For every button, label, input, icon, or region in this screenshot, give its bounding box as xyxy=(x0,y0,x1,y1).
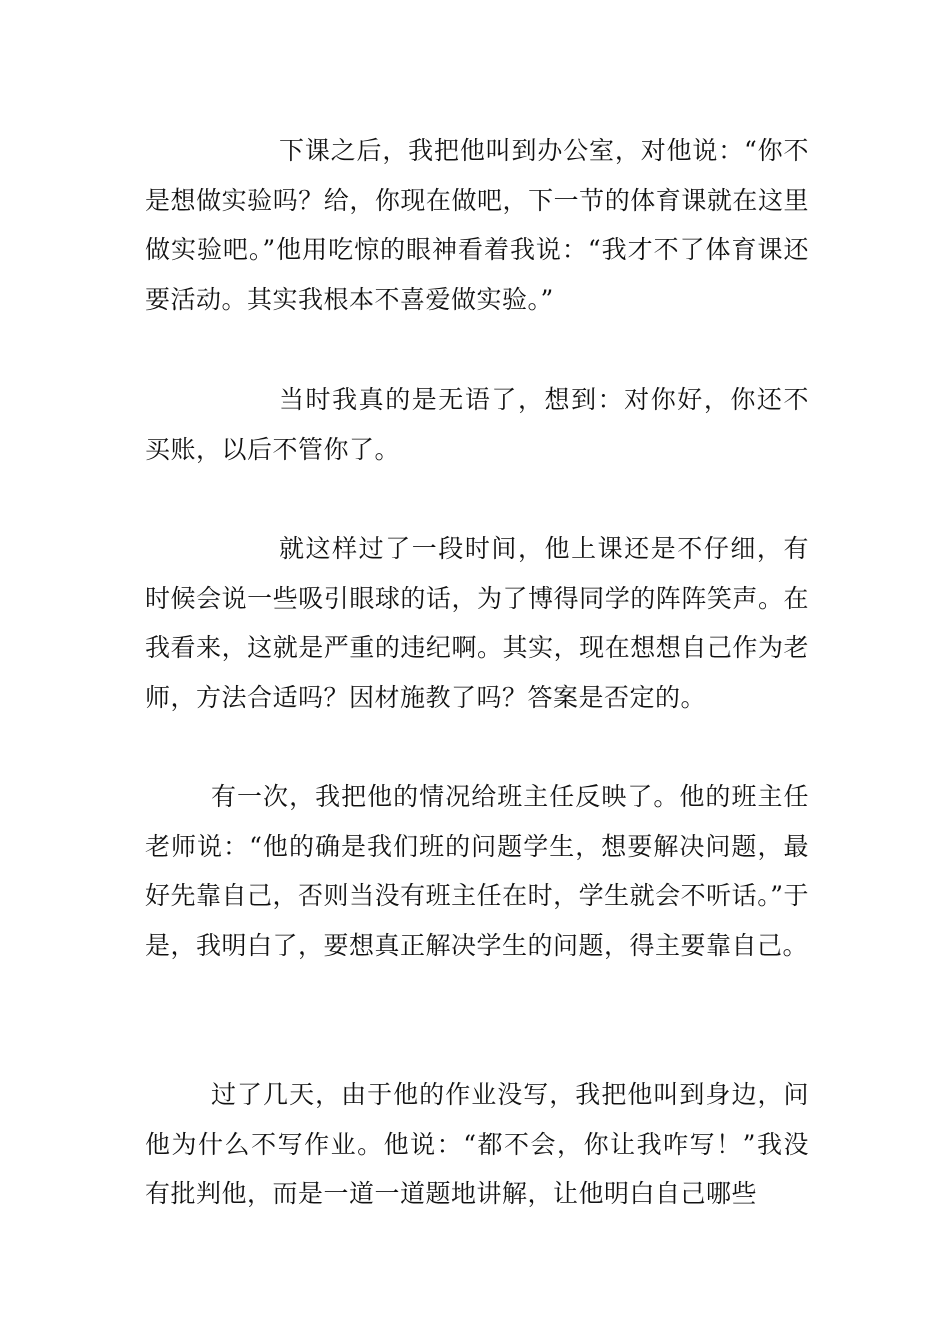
paragraph-1: 下课之后，我把他叫到办公室，对他说：“你不是想做实验吗？给，你现在做吧，下一节的体育课就在这里做实验吧。”他用吃惊的眼神看着我说：“我才不了体育课还要活动。其实我根本不喜爱做实验。” xyxy=(145,136,809,314)
paragraph-3: 就这样过了一段时间，他上课还是不仔细，有时候会说一些吸引眼球的话，为了博得同学的阵阵笑声。在我看来，这就是严重的违纪啊。其实，现在想想自己作为老师，方法合适吗？因材施教了吗？答案是否定的。 xyxy=(145,534,809,712)
paragraph-2: 当时我真的是无语了，想到：对你好，你还不买账，以后不管你了。 xyxy=(145,385,809,464)
paragraph-5: 过了几天，由于他的作业没写，我把他叫到身边，问他为什么不写作业。他说：“都不会，你让我咋写！”我没有批判他，而是一道一道题地讲解，让他明白自己哪些 xyxy=(145,1080,809,1208)
paragraph-4: 有一次，我把他的情况给班主任反映了。他的班主任老师说：“他的确是我们班的问题学生，想要解决问题，最好先靠自己，否则当没有班主任在时，学生就会不听话。”于是，我明白了，要想真正解决学生的问题，得主要靠自己。 xyxy=(145,782,809,960)
